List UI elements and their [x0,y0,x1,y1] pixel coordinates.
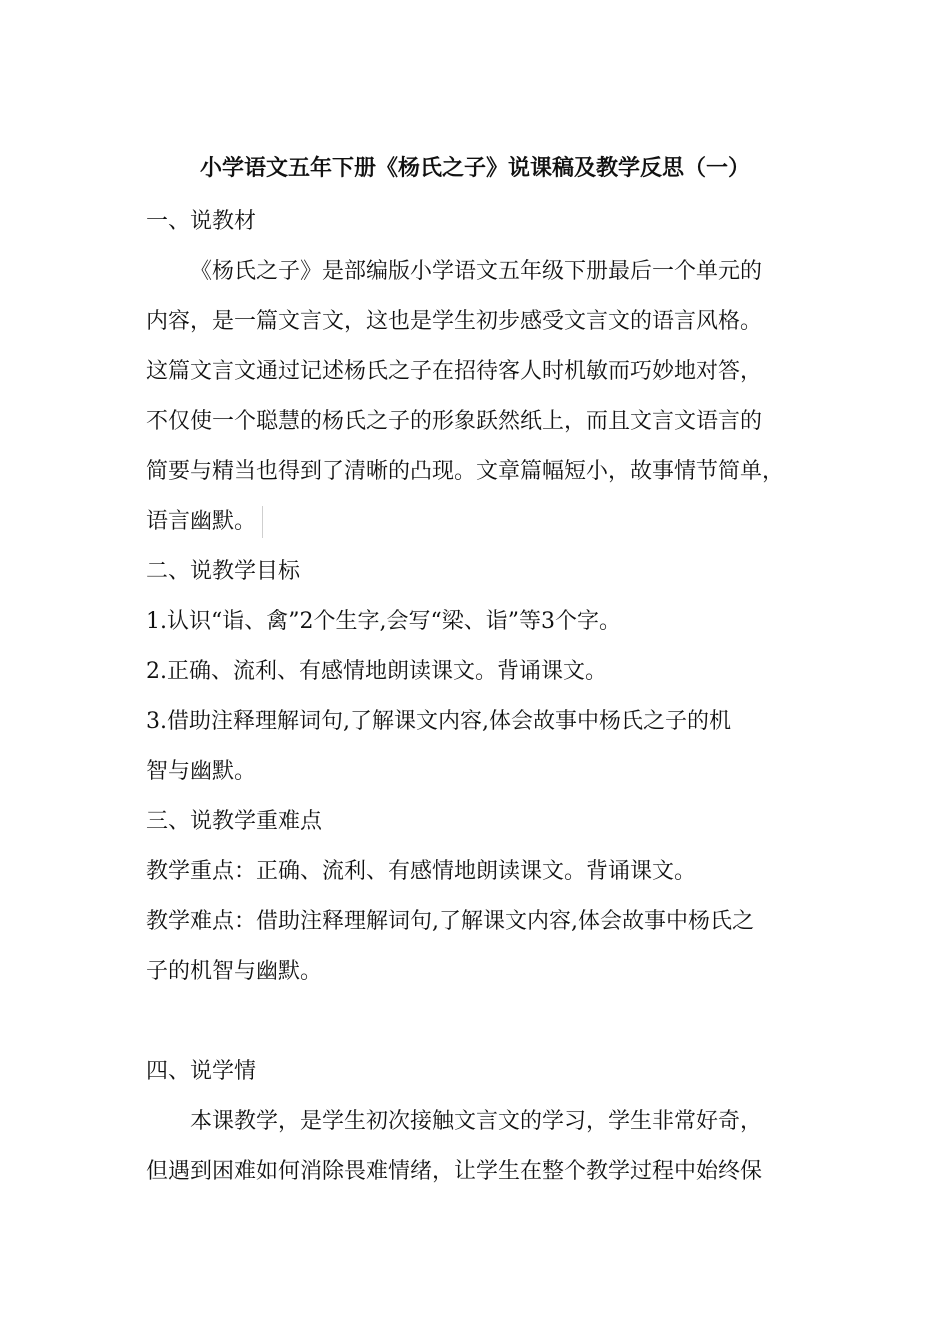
document-title: 小学语文五年下册《杨氏之子》说课稿及教学反思（一） [199,155,750,181]
paragraph-line: 《杨氏之子》是部编版小学语文五年级下册最后一个单元的 [190,259,763,284]
objective-item-3: 3.借助注释理解词句,了解课文内容,体会故事中杨氏之子的机 [146,709,731,734]
paragraph-line-last [146,504,263,540]
paragraph-line: 简要与精当也得到了清晰的凸现。文章篇幅短小，故事情节简单， [146,459,785,484]
section-heading-students: 四、说学情 [146,1059,257,1084]
section-heading-objectives: 二、说教学目标 [146,559,301,584]
difficulty-line: 教学难点：借助注释理解词句,了解课文内容,体会故事中杨氏之 [146,909,754,934]
paragraph-line-text: 语言幽默。 [146,509,257,534]
key-point-line: 教学重点：正确、流利、有感情地朗读课文。背诵课文。 [146,859,697,884]
section-heading-key-points: 三、说教学重难点 [146,809,323,834]
paragraph-line: 这篇文言文通过记述杨氏之子在招待客人时机敏而巧妙地对答， [146,359,763,384]
objective-item-1: 1.认识“诣、禽”2个生字,会写“梁、诣”等3个字。 [146,609,621,634]
objective-item-2: 2.正确、流利、有感情地朗读课文。背诵课文。 [146,659,607,684]
paragraph-line: 内容，是一篇文言文，这也是学生初步感受文言文的语言风格。 [146,309,763,334]
paragraph-line: 不仅使一个聪慧的杨氏之子的形象跃然纸上，而且文言文语言的 [146,409,763,434]
paragraph-line: 但遇到困难如何消除畏难情绪，让学生在整个教学过程中始终保 [146,1159,763,1184]
text-cursor-mark [262,506,263,538]
difficulty-line-continued: 子的机智与幽默。 [146,959,323,984]
section-heading-textbook: 一、说教材 [146,209,257,234]
paragraph-line: 本课教学，是学生初次接触文言文的学习，学生非常好奇， [190,1109,763,1134]
objective-item-3-continued: 智与幽默。 [146,759,257,784]
